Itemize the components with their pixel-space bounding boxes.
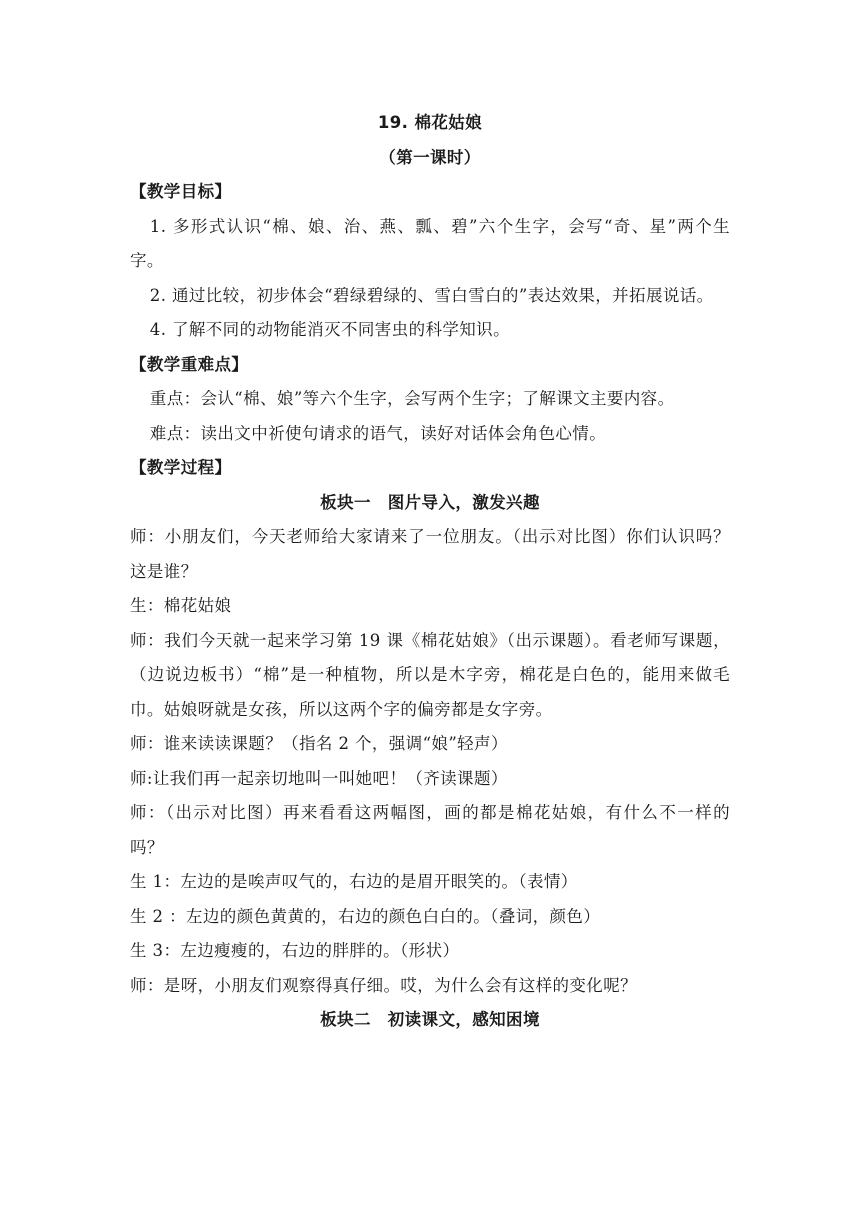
section1-title: 板块一 图片导入，激发兴趣 bbox=[320, 492, 540, 512]
lesson-plan-content bbox=[130, 106, 730, 1038]
dialogue-line: 师：谁来读读课题？（指名 2 个，强调“娘”轻声） bbox=[130, 734, 508, 753]
key-points-heading: 【教学重难点】 bbox=[130, 354, 249, 374]
dialogue-line: 师：我们今天就一起来学习第 19 课《棉花姑娘》（出示课题）。看老师写课题，（边说边板书）“棉”是一种植物，所以是木字旁，棉花是白色的，能用来做毛巾。姑娘呀就是女孩，所以这两个字的偏旁都是女字旁。 bbox=[130, 630, 730, 719]
dialogue-line: 师：小朋友们，今天老师给大家请来了一位朋友。（出示对比图）你们认识吗？这是谁？ bbox=[130, 527, 730, 581]
process-heading: 【教学过程】 bbox=[130, 458, 232, 477]
dialogue-line: 生 3：左边瘦瘦的，右边的胖胖的。（形状） bbox=[130, 941, 460, 960]
dialogue-line: 师:让我们再一起亲切地叫一叫她吧！（齐读课题） bbox=[130, 768, 508, 788]
lesson-subtitle: （第一课时） bbox=[379, 147, 481, 167]
dialogue-line: 师：是呀，小朋友们观察得真仔细。哎，为什么会有这样的变化呢？ bbox=[130, 975, 637, 995]
key-point-item: 难点：读出文中祈使句请求的语气，读好对话体会角色心情。 bbox=[149, 423, 607, 443]
dialogue-line: 师：（出示对比图）再来看看这两幅图，画的都是棉花姑娘，有什么不一样的吗？ bbox=[130, 803, 730, 857]
lesson-title: 19. 棉花姑娘 bbox=[377, 113, 483, 132]
dialogue-line: 生 1：左边的是唉声叹气的，右边的是眉开眼笑的。（表情） bbox=[130, 872, 578, 891]
dialogue-line: 生 2 ：左边的颜色黄黄的，右边的颜色白白的。（叠词，颜色） bbox=[130, 906, 601, 926]
key-point-item: 重点：会认“棉、娘”等六个生字，会写两个生字；了解课文主要内容。 bbox=[149, 389, 675, 408]
objective-item: 1. 多形式认识“棉、娘、治、燕、瓢、碧”六个生字，会写“奇、星”两个生字。 bbox=[130, 216, 730, 270]
objective-item: 4. 了解不同的动物能消灭不同害虫的科学知识。 bbox=[149, 320, 510, 339]
section2-title: 板块二 初读课文，感知困境 bbox=[320, 1010, 540, 1029]
dialogue-line: 生：棉花姑娘 bbox=[130, 596, 232, 615]
objectives-heading: 【教学目标】 bbox=[130, 182, 232, 201]
objective-item: 2. 通过比较，初步体会“碧绿碧绿的、雪白雪白的”表达效果，并拓展说话。 bbox=[149, 285, 714, 305]
